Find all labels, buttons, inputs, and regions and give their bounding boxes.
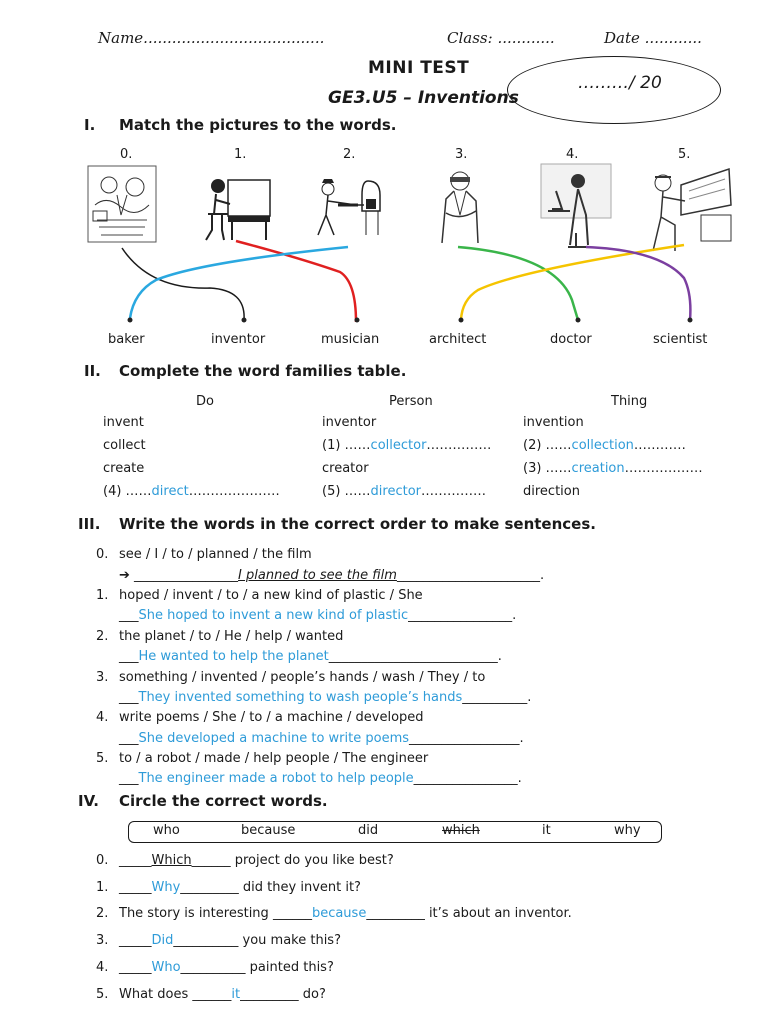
blank: _____ [119,880,152,895]
score-text[interactable]: ………/ 20 [578,73,662,93]
table-header: Person [389,394,433,409]
word-prompt: hoped / invent / to / a new kind of plastic / She [119,588,423,603]
table-cell-do [103,415,144,430]
blank: ___ [119,649,139,664]
cell-prefix: inventor [322,415,377,430]
table-cell-person [322,484,486,499]
word-prompt: to / a robot / made / help people / The engineer [119,751,429,766]
example-answer-line [119,568,544,583]
cell-prefix: (1) …… [322,438,371,453]
question-line [119,933,341,948]
section-3-number: III. [78,515,101,533]
cell-prefix: (5) …… [322,484,371,499]
answer-line[interactable] [119,608,516,623]
cell-answer[interactable]: collection [571,438,634,453]
table-cell-person [322,461,369,476]
match-dot [355,318,360,323]
answer-line[interactable] [119,771,522,786]
word-prompt: write poems / She / to / a machine / developed [119,710,424,725]
matching-line-3 [458,247,578,320]
picture-number: 5. [678,147,691,162]
date-field [604,29,702,47]
match-word: doctor [550,332,592,347]
picture-number: 4. [566,147,579,162]
question-line [119,853,394,868]
name-field [98,29,324,47]
answer-line[interactable] [119,731,524,746]
picture-number: 3. [455,147,468,162]
question-text: project do you like best? [230,853,394,868]
blank: _____ [119,960,152,975]
word-box-item: did [358,823,379,838]
item-number: 2. [96,906,109,921]
matching-line-1 [236,241,356,322]
table-cell-thing [523,438,686,453]
answer-text[interactable]: They invented something to wash people’s hands [138,690,463,705]
cell-suffix: ……………… [624,461,703,476]
match-dot [459,318,464,323]
name-dots[interactable]: ...................................... [143,29,325,47]
match-word: architect [429,332,487,347]
matching-line-2 [130,247,348,318]
table-cell-thing [523,461,703,476]
blank: ______ [272,906,312,921]
match-dot [576,318,581,323]
example-answer: Which [151,853,192,868]
blank: ___ [119,608,139,623]
answer-line[interactable] [119,649,502,664]
blank: _____ [119,853,152,868]
blank: _________ [180,880,239,895]
question-line [119,960,334,975]
cell-answer[interactable]: creation [571,461,625,476]
table-cell-person [322,415,376,430]
question-line [119,906,572,921]
cell-prefix: direction [523,484,580,499]
blank: _________ [366,906,425,921]
blank: ________________. [413,771,522,786]
answer-text[interactable]: He wanted to help the planet [138,649,329,664]
item-number: 4. [96,960,109,975]
date-dots[interactable]: ............ [644,29,702,47]
blank: ______________________. [396,568,545,583]
answer-text[interactable]: because [311,906,367,921]
picture-3-doctor-illustration [432,165,492,243]
cell-prefix: invent [103,415,144,430]
picture-5-architect-illustration [645,165,735,253]
question-text: The story is interesting [119,906,273,921]
item-number: 3. [96,933,109,948]
section-4-number: IV. [78,792,99,810]
answer-text[interactable]: Why [151,880,181,895]
blank: ___ [119,771,139,786]
question-text: you make this? [238,933,341,948]
answer-text[interactable]: Who [151,960,181,975]
cell-suffix: ………………… [188,484,280,499]
blank: __________ [173,933,239,948]
question-text: painted this? [245,960,334,975]
cell-prefix: invention [523,415,584,430]
question-text: did they invent it? [238,880,361,895]
matching-line-5 [586,247,690,320]
word-prompt: the planet / to / He / help / wanted [119,629,344,644]
cell-suffix: …………… [421,484,487,499]
word-box-item: who [153,823,180,838]
section-1-number: I. [84,116,96,134]
blank: __________________________. [328,649,502,664]
cell-prefix: creator [322,461,369,476]
answer-text[interactable]: The engineer made a robot to help people [138,771,414,786]
blank: __________. [462,690,532,705]
class-field [447,29,555,47]
picture-number: 2. [343,147,356,162]
table-header: Thing [611,394,648,409]
answer-text[interactable]: it [231,987,241,1002]
item-number: 3. [96,670,109,685]
table-cell-person [322,438,491,453]
word-box-item-used: which [442,823,480,838]
class-label: Class: [447,29,493,47]
cell-suffix: ………… [633,438,686,453]
word-box-item: why [614,823,641,838]
table-cell-do [103,484,280,499]
date-label: Date [604,29,640,47]
example-answer: I planned to see the film [238,568,397,583]
word-box-item: it [542,823,551,838]
question-line [119,880,361,895]
match-word: musician [321,332,380,347]
name-label: Name [98,29,144,47]
question-line [119,987,326,1002]
blank: _________ [240,987,299,1002]
answer-text[interactable]: She developed a machine to write poems [138,731,409,746]
word-prompt: something / invented / people’s hands / wash / They / to [119,670,486,685]
blank: ___ [119,690,139,705]
cell-answer[interactable]: director [370,484,422,499]
match-word: scientist [653,332,708,347]
picture-4-scientist-illustration [540,163,612,249]
item-number: 4. [96,710,109,725]
match-dot [242,318,247,323]
table-cell-thing [523,415,584,430]
blank: _____ [119,933,152,948]
word-box [128,821,662,843]
question-text: it’s about an inventor. [424,906,572,921]
section-1-heading: Match the pictures to the words. [119,116,397,134]
section-4-heading: Circle the correct words. [119,792,328,810]
cell-suffix: …………… [426,438,492,453]
picture-number: 0. [120,147,133,162]
blank: __________ [180,960,246,975]
cell-prefix: create [103,461,145,476]
item-number: 2. [96,629,109,644]
blank: _________________. [409,731,524,746]
table-cell-do [103,461,144,476]
arrow-icon: ➔ [119,568,130,583]
picture-1-musician-illustration [202,170,274,242]
page-subtitle: GE3.U5 – Inventions [328,88,519,108]
cell-prefix: collect [103,438,146,453]
blank: ______ [192,987,232,1002]
class-dots[interactable]: ............ [497,29,555,47]
item-number: 5. [96,751,109,766]
picture-0-baker-illustration [87,165,157,243]
blank: ________________ [134,568,239,583]
match-dot [128,318,133,323]
answer-line[interactable] [119,690,531,705]
item-number: 1. [96,588,109,603]
cell-answer[interactable]: collector [370,438,427,453]
item-number: 0. [96,853,109,868]
question-text: What does [119,987,193,1002]
picture-2-baker-illustration [308,175,388,239]
table-cell-do [103,438,146,453]
table-cell-thing [523,484,580,499]
item-number: 5. [96,987,109,1002]
word-box-item: because [241,823,296,838]
question-text: do? [298,987,326,1002]
cell-prefix: (3) …… [523,461,572,476]
blank: ___ [119,731,139,746]
cell-prefix: (4) …… [103,484,152,499]
cell-prefix: (2) …… [523,438,572,453]
answer-text[interactable]: She hoped to invent a new kind of plastic [138,608,409,623]
matching-line-4 [461,245,684,320]
blank: ________________. [408,608,517,623]
item-number: 0. [96,547,109,562]
match-dot [688,318,693,323]
match-word: inventor [211,332,266,347]
section-2-heading: Complete the word families table. [119,362,407,380]
page-title: MINI TEST [368,58,470,78]
matching-line-0 [122,248,244,320]
table-header: Do [196,394,214,409]
word-prompt: see / I / to / planned / the film [119,547,312,562]
item-number: 1. [96,880,109,895]
section-3-heading: Write the words in the correct order to make sentences. [119,515,596,533]
blank: ______ [191,853,231,868]
section-2-number: II. [84,362,101,380]
match-word: baker [108,332,145,347]
cell-answer[interactable]: direct [151,484,189,499]
picture-number: 1. [234,147,247,162]
answer-text[interactable]: Did [151,933,174,948]
